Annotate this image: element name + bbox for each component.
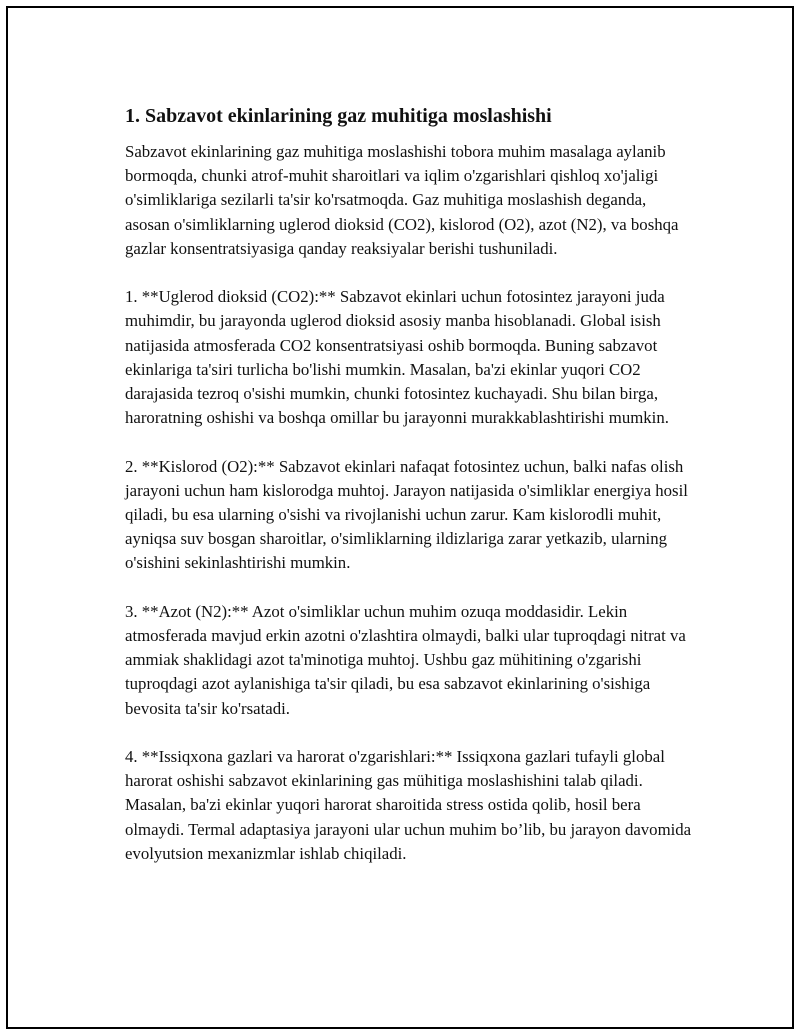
document-title: 1. Sabzavot ekinlarining gaz muhitiga moslashishi [125,105,552,127]
document-body [125,103,695,890]
paragraph-n2: 3. **Azot (N2):** Azot o'simliklar uchun muhim ozuqa moddasidir. Lekin atmosferada mavjud erkin azotni o'zlashtira olmaydi, balki ular tuproqdagi nitrat va ammiak shaklidagi azot ta'minotiga muhtoj. Ushbu gaz mühitining o'zgarishi tuproqdagi azot aylanishiga ta'sir qiladi, bu esa sabzavot ekinlarining o'sishiga bevosita ta'sir ko'rsatadi. [125,601,686,718]
paragraph-greenhouse: 4. **Issiqxona gazlari va harorat o'zgarishlari:** Issiqxona gazlari tufayli global harorat oshishi sabzavot ekinlarining gas mühitiga moslashishini talab qiladi. Masalan, ba'zi ekinlar yuqori harorat sharoitida stress ostida qolib, hosil bera olmaydi. Termal adaptasiya jarayoni ular uchun muhim bo’lib, bu jarayon davomida evolyutsion mexanizmlar ishlab chiqiladi. [125,747,692,863]
paragraph-co2: 1. **Uglerod dioksid (CO2):** Sabzavot ekinlari uchun fotosintez jarayoni juda muhimdir, bu jarayonda uglerod dioksid asosiy manba hisoblanadi. Global isish natijasida atmosferada CO2 konsentratsiyasi oshib bormoqda. Buning sabzavot ekinlariga ta'siri turlicha bo'lishi mumkin. Masalan, ba'zi ekinlar yuqori CO2 darajasida tezroq o'sishi mumkin, chunki fotosintez kuchayadi. Shu bilan birga, haroratning oshishi va boshqa omillar bu jarayonni murakkablashtirishi mumkin. [125,287,669,428]
paragraph-o2: 2. **Kislorod (O2):** Sabzavot ekinlari nafaqat fotosintez uchun, balki nafas olish jarayoni uchun ham kislorodga muhtoj. Jarayon natijasida o'simliklar energiya hosil qiladi, bu esa ularning o'sishi va rivojlanishi uchun zarur. Kam kislorodli muhit, ayniqsa suv bosgan sharoitlar, o'simliklarning ildizlariga zarar yetkazib, ularning o'sishini sekinlashtirishi mumkin. [125,456,688,573]
page-frame [6,6,794,1029]
paragraph-intro: Sabzavot ekinlarining gaz muhitiga moslashishi tobora muhim masalaga aylanib bormoqda, chunki atrof-muhit sharoitlari va iqlim o'zgarishlari qishloq xo'jaligi o'simliklariga sezilarli ta'sir ko'rsatmoqda. Gaz muhitiga moslashish deganda, asosan o'simliklarning uglerod dioksid (CO2), kislorod (O2), azot (N2), va boshqa gazlar konsentratsiyasiga qanday reaksiyalar berishi tushuniladi. [125,142,679,258]
